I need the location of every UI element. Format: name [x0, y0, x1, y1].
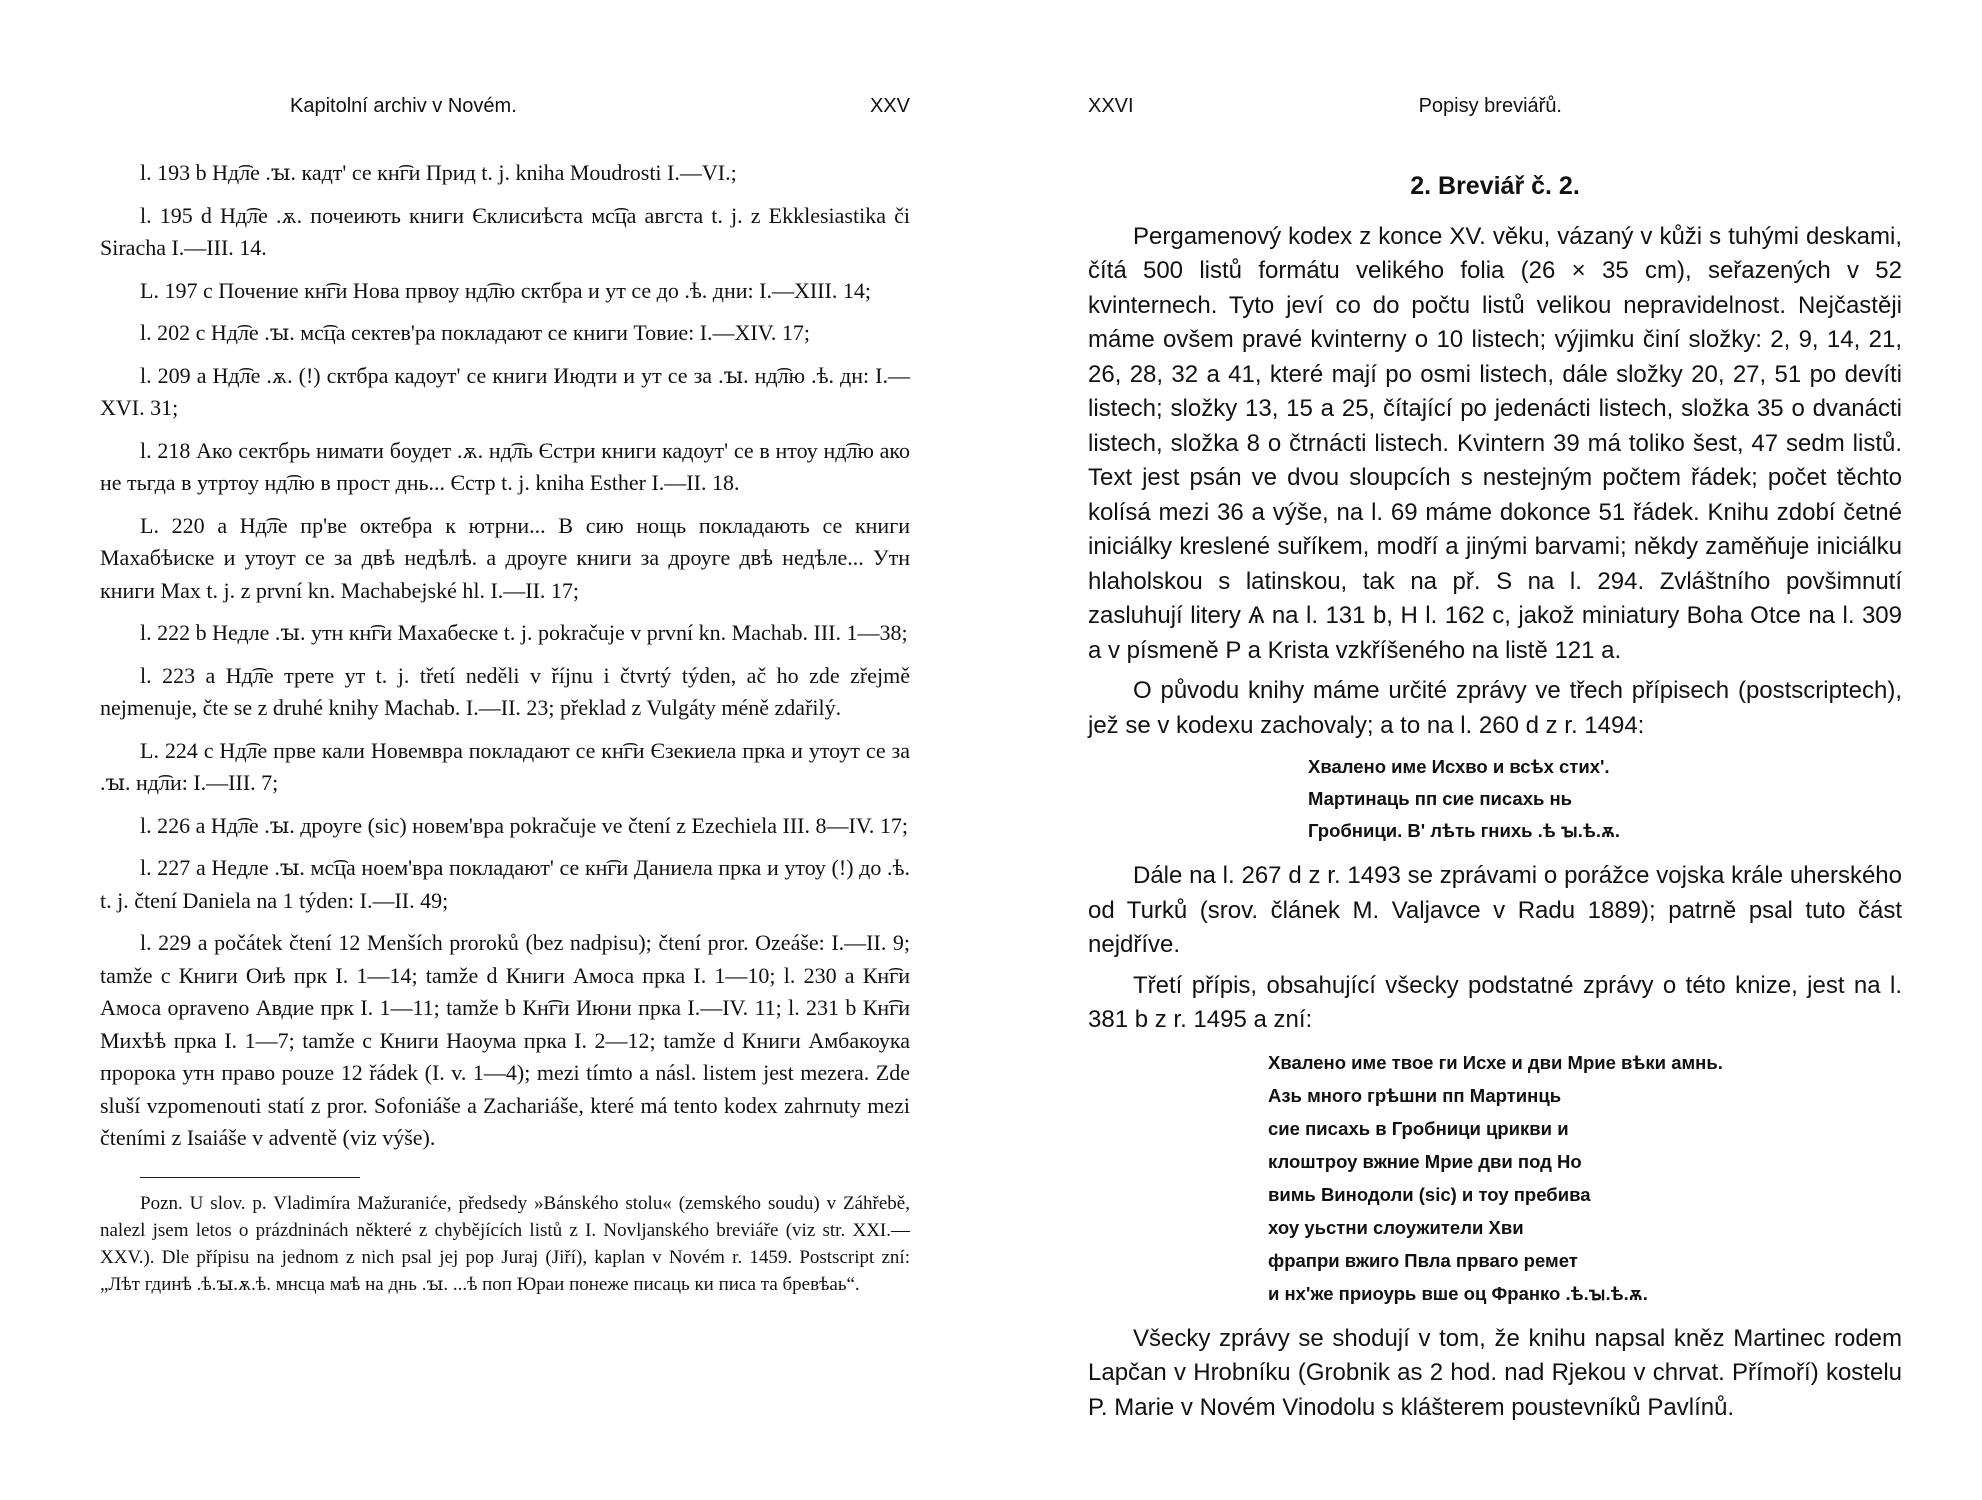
- inscription-line: Хвалено име твое ги Исхе и дви Мрие вѣки амнь.: [1268, 1051, 1723, 1073]
- running-head-left: [100, 95, 910, 135]
- entry: l. 227 a Недле .ꙑ. мс͡ца ноем'вра покладают' се кн͡ги Даниела прка и утоу (!) до .ѣ. t. j. čtení Daniela na 1 týden: I.—II. 49;: [100, 855, 910, 913]
- page-number-left: XXV: [869, 95, 910, 117]
- footnote-divider: [140, 1177, 360, 1178]
- lectionary-entries: [100, 157, 910, 1155]
- entry: l. 223 a Нд͡ле трете ут t. j. třetí neděli v říjnu i čtvrtý týden, ač ho zde zřejmě nejmenuje, čte se z druhé knihy Machab. I.—II. 23; překlad z Vulgáty méně zdařilý.: [100, 662, 910, 720]
- footnote: Pozn. U slov. p. Vladimíra Mažuraniće, předsedy »Bánského stolu« (zemského soudu) v Záhřebě, nalezl jsem letos o prázdninách některé z chybějících listů z I. Novljanského breviáře (viz str. XXI.—XXV.). Dle přípisu na jednom z nich psal jej pop Juraj (Jiří), kaplan v Novém r. 1459. Postscript zní: „Лѣт гдинѣ .ѣ.ꙑ.ѫ.ѣ. мнсца маѣ на днь .ꙑ. ...ѣ поп Юраи понеже писаць ки писа та бревѣаь“.: [100, 1192, 910, 1295]
- inscription-line: хоу уьстни слоужители Хви: [1268, 1216, 1524, 1238]
- inscription-line: клоштроу вжние Мрие дви под Но: [1268, 1150, 1582, 1172]
- entry: l. 229 a počátek čtení 12 Menších proroků (bez nadpisu); čtení pror. Ozeáše: I.—II. 9; tamže c Книги Оиѣ прк I. 1—14; tamže d Книги Амоса прка I. 1—10; l. 230 a Кн͡ги Амоса opraveno Авдие прк I. 1—11; tamže b Кн͡ги Июни прка I.—IV. 11; l. 231 b Кн͡ги Михѣѣ прка I. 1—7; tamže c Книги Наоума прка I. 2—12; tamže d Книги Амбакоука пророка утн право pouze 12 řádek (I. v. 1—4); mezi tímto a násl. listem jest mezera. Zde sluší vzpomenouti statí z pror. Sofoniáše a Zachariáše, které má tento kodex zahrnuty mezi čteními z Isaiáše v adventě (viz výše).: [100, 930, 910, 1150]
- running-head-right: [1088, 95, 1902, 135]
- postscript-1493-paragraph: Dále na l. 267 d z r. 1493 se zprávami o porážce vojska krále uherského od Turků (srov. článek M. Valjavce v Radu 1889); patrně psal tuto část nejdříve.: [1088, 862, 1902, 958]
- origin-paragraph: O původu knihy máme určité zprávy ve třech přípisech (postscriptech), jež se v kodexu zachovaly; a to na l. 260 d z r. 1494:: [1088, 677, 1902, 739]
- entry: L. 224 c Нд͡ле прве кали Новемвра покладают се кн͡ги Єзекиела прка и утоут се за .ꙑ. нд͡ли: I.—III. 7;: [100, 737, 910, 795]
- entry: L. 220 a Нд͡ле пр'ве октебра к ютрни... В сию нощь покладають се книги Махабѣиске и утоут се за двѣ недѣлѣ. а дроуге книги за дроуге двѣ недѣле... Утн книги Мах t. j. z první kn. Machabejské hl. I.—II. 17;: [100, 512, 910, 603]
- third-postscript-paragraph: Třetí přípis, obsahující všecky podstatné zprávy o této knize, jest na l. 381 b z r. 1495 a zní:: [1088, 971, 1902, 1033]
- entry: l. 222 b Недле .ꙑ. утн кн͡ги Махабеске t. j. pokračuje v první kn. Machab. III. 1—38;: [140, 620, 908, 645]
- inscription-line: вимь Винодоли (sic) и тоу пребива: [1268, 1183, 1591, 1205]
- entry: l. 193 b Нд͡ле .ꙑ. кадт' се кн͡ги Прид t. j. kniha Moudrosti I.—VI.;: [140, 160, 737, 185]
- conclusion-paragraph: Všecky zprávy se shodují v tom, že knihu napsal kněz Martinec rodem Lapčan v Hrobníku (Grobnik as 2 hod. nad Rjekou v chrvat. Přímoří) kostelu P. Marie v Novém Vinodolu s klášterem poustevníků Pavlínů.: [1088, 1324, 1902, 1421]
- inscription-line: фрапри вжиго Пвла прваго ремет: [1268, 1249, 1578, 1271]
- entry: l. 226 a Нд͡ле .ꙑ. дроуге (sic) новем'вра pokračuje ve čtení z Ezechiela III. 8—IV. 17;: [140, 812, 908, 838]
- right-body: [1088, 169, 1902, 1425]
- postscript-1494: [1088, 751, 1902, 847]
- description-paragraph: Pergamenový kodex z konce XV. věku, vázaný v kůži s tuhými deskami, čítá 500 listů formátu velikého folia (26 × 35 cm), seřazených v 52 kvinternech. Tyto jeví co do počtu listů velikou nepravidelnost. Nejčastěji máme ovšem pravé kvinterny o 10 listech; výjimku činí složky: 2, 9, 14, 21, 26, 28, 32 a 41, které mají po osmi listech, dále složky 20, 27, 51 po devíti listech; složky 13, 15 a 25, čítající po jedenácti listech, složka 35 o dvanácti listech, složka 8 o čtrnácti listech. Kvintern 39 má toliko šest, 47 sedm listů. Text jest psán ve dvou sloupcích s nestejným počtem řádek; počet těchto kolísá mezi 36 a výše, na l. 69 máme dokonce 51 řádek. Knihu zdobí četné iniciálky kreslené suříkem, modří a jinými barvami; někdy zaměňuje iniciálku hlaholskou s latinskou, tak na př. S na l. 294. Zvláštního povšimnutí zasluhují litery Ѧ na l. 131 b, Н l. 162 c, jakož miniatury Boha Otce na l. 309 a v písmeně P a Krista vzkříšeného na listě 121 a.: [1088, 222, 1902, 664]
- entry: l. 195 d Нд͡ле .ѫ. почеиють книги Єклисиѣста мс͡ца авгста t. j. z Ekklesiastika či Siracha I.—III. 14.: [100, 202, 910, 260]
- entry: l. 209 a Нд͡ле .ѫ. (!) сктбра кадоут' се книги Июдти и ут се за .ꙑ. нд͡лю .ѣ. дн: I.—XVI. 31;: [100, 362, 910, 420]
- left-page: [0, 0, 990, 1500]
- postscript-1495: [1088, 1046, 1902, 1310]
- running-title-left: Kapitolní archiv v Novém.: [290, 95, 517, 117]
- inscription-line: Гробници. В' лѣть гнихь .ѣ ꙑ.ѣ.ѫ.: [1308, 820, 1621, 841]
- inscription-line: Мартинаць пп сие писахь нь: [1308, 788, 1573, 809]
- entry: L. 197 c Почение кн͡ги Нова првоу нд͡лю сктбра и ут се до .ѣ. дни: I.—XIII. 14;: [140, 277, 871, 303]
- page-number-right: XXVI: [1088, 95, 1134, 117]
- inscription-line: Азь много грѣшни пп Мартинць: [1268, 1084, 1562, 1106]
- section-title: 2. Breviář č. 2.: [1410, 172, 1580, 200]
- running-title-right: Popisy breviářů.: [1418, 95, 1562, 117]
- inscription-line: и нх'же приоурь вше оц Франко .ѣ.ꙑ.ѣ.ѫ.: [1268, 1282, 1648, 1304]
- inscription-line: Хвалено име Исхво и всѣх стих'.: [1308, 756, 1610, 777]
- right-page: [990, 0, 1982, 1500]
- entry: l. 202 c Нд͡ле .ꙑ. мс͡ца сектев'ра покладают се книги Товие: I.—XIV. 17;: [140, 320, 810, 345]
- inscription-line: сие писахь в Гробници црикви и: [1268, 1117, 1569, 1139]
- entry: l. 218 Ако сектбрь нимати боудет .ѫ. нд͡ль Єстри книги кадоут' се в нтоу нд͡лю ако не тьгда в утртоу нд͡лю в прост днь... Єстр t. j. kniha Esther I.—II. 18.: [100, 437, 910, 495]
